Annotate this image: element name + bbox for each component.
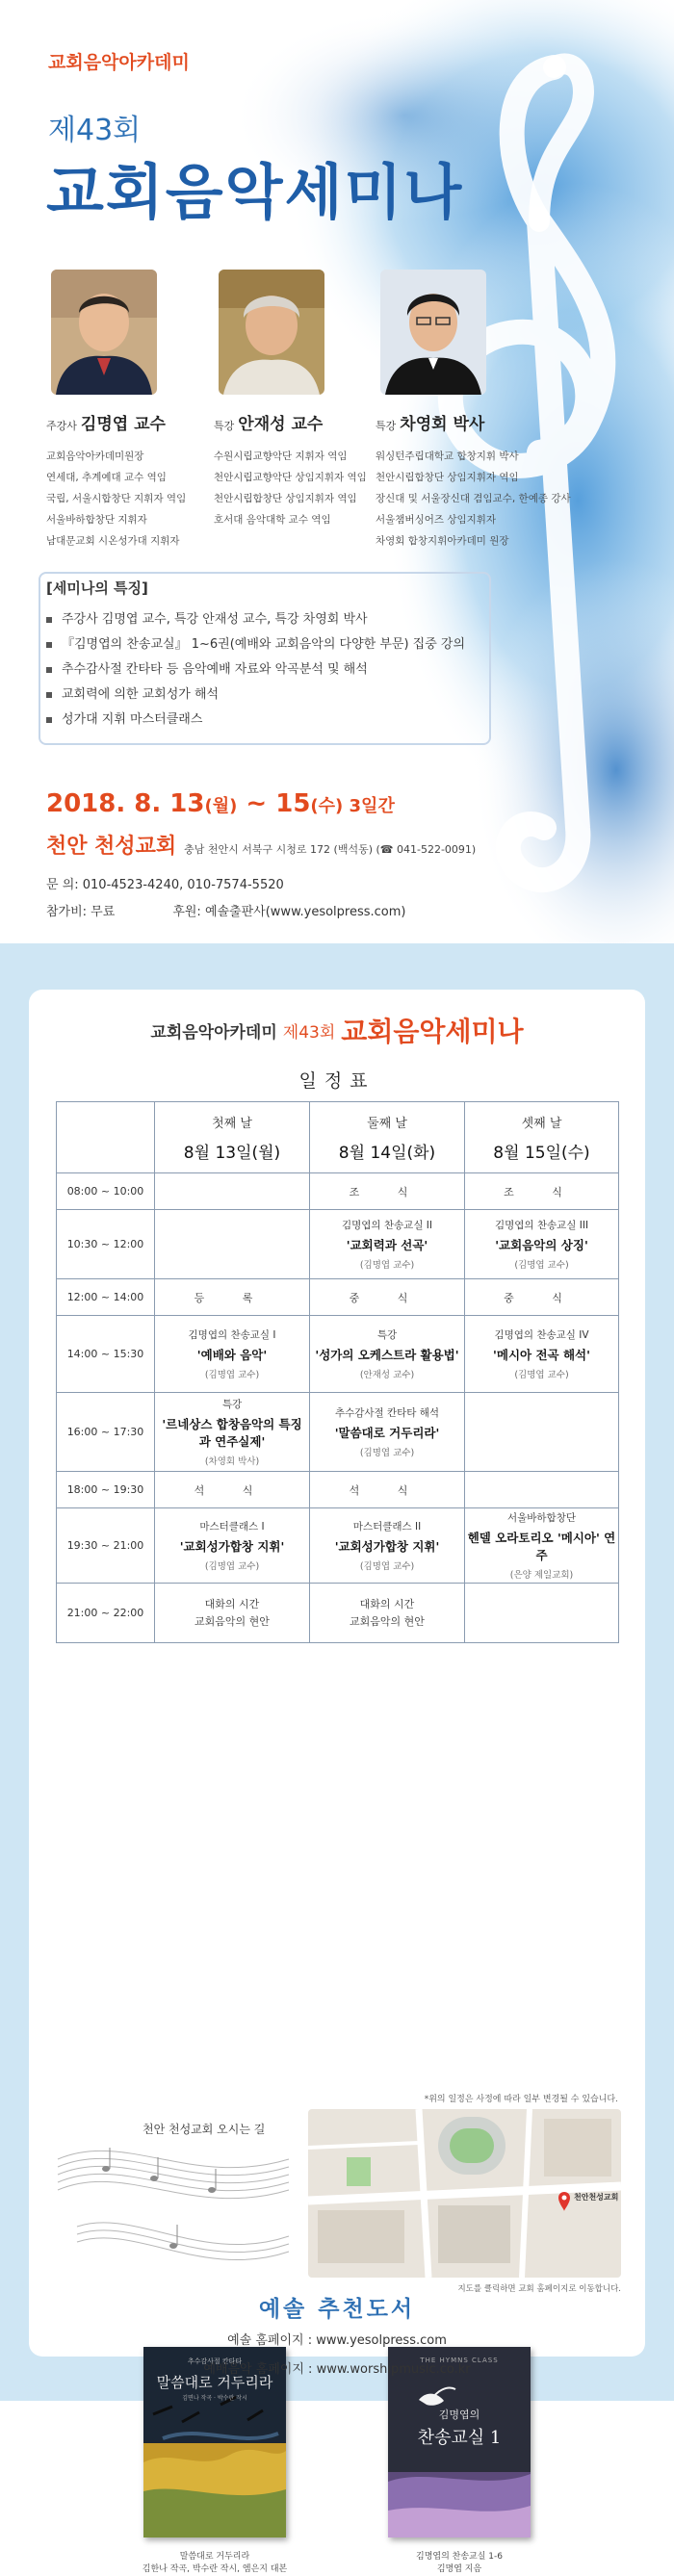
poster-header [0,0,674,943]
bio-item: 천안시립합창단 상임지휘자 역임 [214,493,357,504]
speaker-bio [376,446,571,552]
yesol-homepage-link[interactable]: 예솔 홈페이지 : www.yesolpress.com [227,2333,447,2348]
bio-item: 서울바하합창단 지휘자 [46,514,147,526]
contact-info: 문 의: 010-4523-4240, 010-7574-5520 [46,878,284,892]
time-cell: 12:00 ~ 14:00 [57,1279,155,1316]
features-frame [39,572,491,745]
book-cover-title: 말씀대로 거두리라 [156,2374,273,2391]
day-label: 첫째 날 [212,1116,252,1131]
session-type: 서울바하합창단 [506,1512,576,1524]
book-author: 김한나 작곡, 박수란 작시, 엠은지 대본 [142,2564,288,2574]
feature-text: 『김명엽의 찬송교실』 1~6권(예배와 교회음악의 다양한 부문) 집중 강의 [62,637,466,652]
bio-item: 차영회 합창지휘아카데미 원장 [376,535,509,547]
time-cell: 21:00 ~ 22:00 [57,1584,155,1643]
session-title: '교회력과 선곡' [346,1238,428,1252]
book-item[interactable] [128,2347,301,2576]
schedule-edition: 제43회 [282,1023,336,1043]
edition-number: 제43회 [48,114,142,147]
book-cover-title-b: 찬송교실 1 [417,2428,502,2448]
book-caption [128,2551,301,2576]
session-speaker: (김명엽 교수) [514,1260,569,1271]
table-row [57,1393,619,1472]
bio-item: 서울챔버싱어즈 상임지휘자 [376,514,497,526]
page-title: 교회음악세미나 [46,157,464,227]
session-title: 헨델 오라토리오 '메시아' 연주 [467,1531,616,1562]
session-type: 김명엽의 찬송교실 III [494,1220,589,1231]
book-cover-top: THE HYMNS CLASS [420,2357,499,2364]
session-cell [310,1508,465,1584]
fee-info: 참가비: 무료 [46,905,116,919]
feature-text: 주강사 김명엽 교수, 특강 안재성 교수, 특강 차영회 박사 [62,612,368,627]
speaker-name: 안재성 교수 [238,415,324,434]
feature-text: 교회력에 의한 교회성가 해석 [62,687,220,702]
date-duration: 3일간 [343,796,395,816]
table-row [57,1279,619,1316]
schedule-subtitle: 일정표 [298,1070,376,1092]
time-cell: 08:00 ~ 10:00 [57,1173,155,1210]
session-cell: 대화의 시간 교회음악의 현안 [155,1584,310,1643]
bio-item: 장신대 및 서울장신대 겸임교수, 한예종 강사 [376,493,571,504]
session-cell [155,1173,310,1210]
session-speaker: (은양 제일교회) [509,1570,574,1581]
worship-homepage-link[interactable]: 예배음악 홈페이지 : www.worshipmusic.co.kr [203,2362,471,2377]
table-row [57,1584,619,1643]
session-cell: 석 식 [155,1472,310,1508]
venue-row [46,830,476,860]
day-header [310,1102,465,1173]
speaker-role: 특강 [376,420,397,432]
book-item[interactable] [373,2347,546,2576]
book-cover-sub: 김면나 작곡 · 박수란 작시 [182,2395,247,2402]
session-cell [155,1316,310,1393]
table-row [57,1210,619,1279]
session-cell: 중 식 [310,1279,465,1316]
session-cell: 대화의 시간 교회음악의 현안 [310,1584,465,1643]
speaker-bio [46,446,239,552]
bio-item: 교회음악아카데미원장 [46,451,144,462]
bio-item: 호서대 음악대학 교수 역임 [214,514,331,526]
feature-text: 추수감사절 칸타타 등 음악예배 자료와 악곡분석 및 해석 [62,662,368,677]
book-cover-top: 추수감사절 칸타타 [187,2357,243,2365]
book-title: 김명엽의 찬송교실 1-6 [416,2552,503,2562]
session-cell [465,1393,619,1472]
date-day1: (월) [204,796,238,816]
time-cell: 10:30 ~ 12:00 [57,1210,155,1279]
day-date: 8월 14일(화) [338,1143,436,1163]
session-cell [465,1472,619,1508]
schedule-academy: 교회음악아카데미 [150,1023,277,1043]
session-type: 특강 [376,1329,398,1341]
bio-item: 연세대, 추계예대 교수 역임 [46,472,167,483]
session-type: 김명엽의 찬송교실 II [341,1220,432,1231]
session-cell: 석 식 [310,1472,465,1508]
date-sep: ~ [237,789,276,818]
speaker-card [46,270,239,552]
seminar-features [46,578,489,733]
map-caption: 지도를 클릭하면 교회 홈페이지로 이동합니다. [457,2284,621,2294]
date-day2: (수) [310,796,344,816]
session-cell [155,1508,310,1584]
event-date [46,789,395,818]
session-type: 마스터클래스 II [352,1521,422,1533]
session-type: 특강 [221,1399,243,1410]
session-speaker: (김명엽 교수) [204,1561,260,1572]
fee-row [46,901,406,919]
features-heading: [세미나의 특징] [46,580,148,597]
speaker-role: 특강 [214,420,235,432]
schedule-table [56,1101,619,1643]
session-speaker: (김명엽 교수) [359,1260,415,1271]
schedule-title [29,1011,645,1049]
session-cell [310,1393,465,1472]
book-title: 말씀대로 거두리라 [179,2552,250,2562]
session-speaker: (차영회 박사) [204,1456,260,1467]
schedule-note: *위의 일정은 사정에 따라 일부 변경될 수 있습니다. [424,2095,618,2104]
session-title: '메시아 전곡 해석' [493,1348,590,1362]
session-cell: 등 록 [155,1279,310,1316]
session-title: '르네상스 합창음악의 특징과 연주실제' [162,1417,302,1449]
session-speaker: (김명엽 교수) [514,1370,569,1380]
sponsor-info: 후원: 예솔출판사(www.yesolpress.com) [172,905,406,919]
academy-name: 교회음악아카데미 [48,52,190,73]
bio-item: 천안시립합창단 상임지휘자 역임 [376,472,519,483]
table-row [57,1472,619,1508]
session-speaker: (안재성 교수) [359,1370,415,1380]
venue-name: 천안 천성교회 [46,835,177,859]
bio-item: 국립, 서울시합창단 지휘자 역임 [46,493,187,504]
schedule-seminar: 교회음악세미나 [341,1016,524,1047]
session-cell: 조 식 [465,1173,619,1210]
recommended-books-heading: 예솔 추천도서 [258,2297,416,2322]
table-row [57,1173,619,1210]
table-row [57,1508,619,1584]
schedule-section [0,943,674,2574]
bio-item: 워싱턴주립대학교 합창지휘 박사 [376,451,519,462]
book-author: 김명엽 지음 [436,2564,482,2574]
session-title: '예배와 음악' [196,1348,268,1362]
session-speaker: (김명엽 교수) [359,1561,415,1572]
session-cell [465,1210,619,1279]
time-cell: 16:00 ~ 17:30 [57,1393,155,1472]
day-header [155,1102,310,1173]
speaker-name-row [376,410,568,434]
session-type: 김명엽의 찬송교실 I [188,1329,276,1341]
session-cell [310,1210,465,1279]
time-cell: 14:00 ~ 15:30 [57,1316,155,1393]
speaker-photo [219,270,324,395]
speaker-role: 주강사 [46,420,77,432]
session-cell: 중 식 [465,1279,619,1316]
session-title: '교회음악의 상징' [495,1238,588,1252]
table-corner [57,1102,155,1173]
session-title: '말씀대로 거두리라' [334,1426,440,1440]
date-start: 2018. 8. 13 [46,789,205,818]
session-cell: 조 식 [310,1173,465,1210]
session-title: '교회성가합창 지휘' [179,1539,285,1554]
speaker-name-row [46,410,239,434]
speaker-name: 김명엽 교수 [80,415,166,434]
bio-item: 천안시립교향악단 상임지휘자 역임 [214,472,367,483]
book-caption [373,2551,546,2576]
location-map[interactable] [308,2109,621,2278]
speaker-name: 차영회 박사 [400,415,485,434]
table-header-row [57,1102,619,1173]
session-speaker: (김명엽 교수) [204,1370,260,1380]
day-label: 둘째 날 [367,1116,407,1131]
time-cell: 18:00 ~ 19:30 [57,1472,155,1508]
speaker-card [376,270,571,552]
day-label: 셋째 날 [521,1116,562,1131]
session-cell [155,1393,310,1472]
day-date: 8월 15일(수) [493,1143,590,1163]
schedule-card [29,990,645,2357]
book-cover-title-a: 김명엽의 [438,2409,480,2421]
session-cell [465,1584,619,1643]
time-cell: 19:30 ~ 21:00 [57,1508,155,1584]
session-title: '성가의 오케스트라 활용법' [315,1348,459,1362]
session-title: '교회성가합창 지휘' [334,1539,440,1554]
session-type: 김명엽의 찬송교실 IV [494,1329,589,1341]
session-cell [465,1316,619,1393]
map-church-label: 천안천성교회 [574,2193,619,2202]
session-cell [155,1210,310,1279]
session-cell [310,1316,465,1393]
date-end: 15 [275,789,311,818]
day-date: 8월 13일(월) [183,1143,281,1163]
table-row [57,1316,619,1393]
session-speaker: (김명엽 교수) [359,1448,415,1458]
day-header [465,1102,619,1173]
session-cell [465,1508,619,1584]
session-type: 마스터클래스 I [199,1521,265,1533]
bio-item: 남대문교회 시온성가대 지휘자 [46,535,180,547]
venue-address: 충남 천안시 서북구 시청로 172 (백석동) (☎ 041-522-0091) [184,843,477,856]
bio-item: 수원시립교향악단 지휘자 역임 [214,451,348,462]
speaker-photo [380,270,486,395]
speaker-photo [51,270,157,395]
session-type: 추수감사절 칸타타 해석 [334,1407,440,1419]
directions-label: 천안 천성교회 오시는 길 [143,2123,266,2136]
feature-text: 성가대 지휘 마스터클래스 [62,712,203,727]
